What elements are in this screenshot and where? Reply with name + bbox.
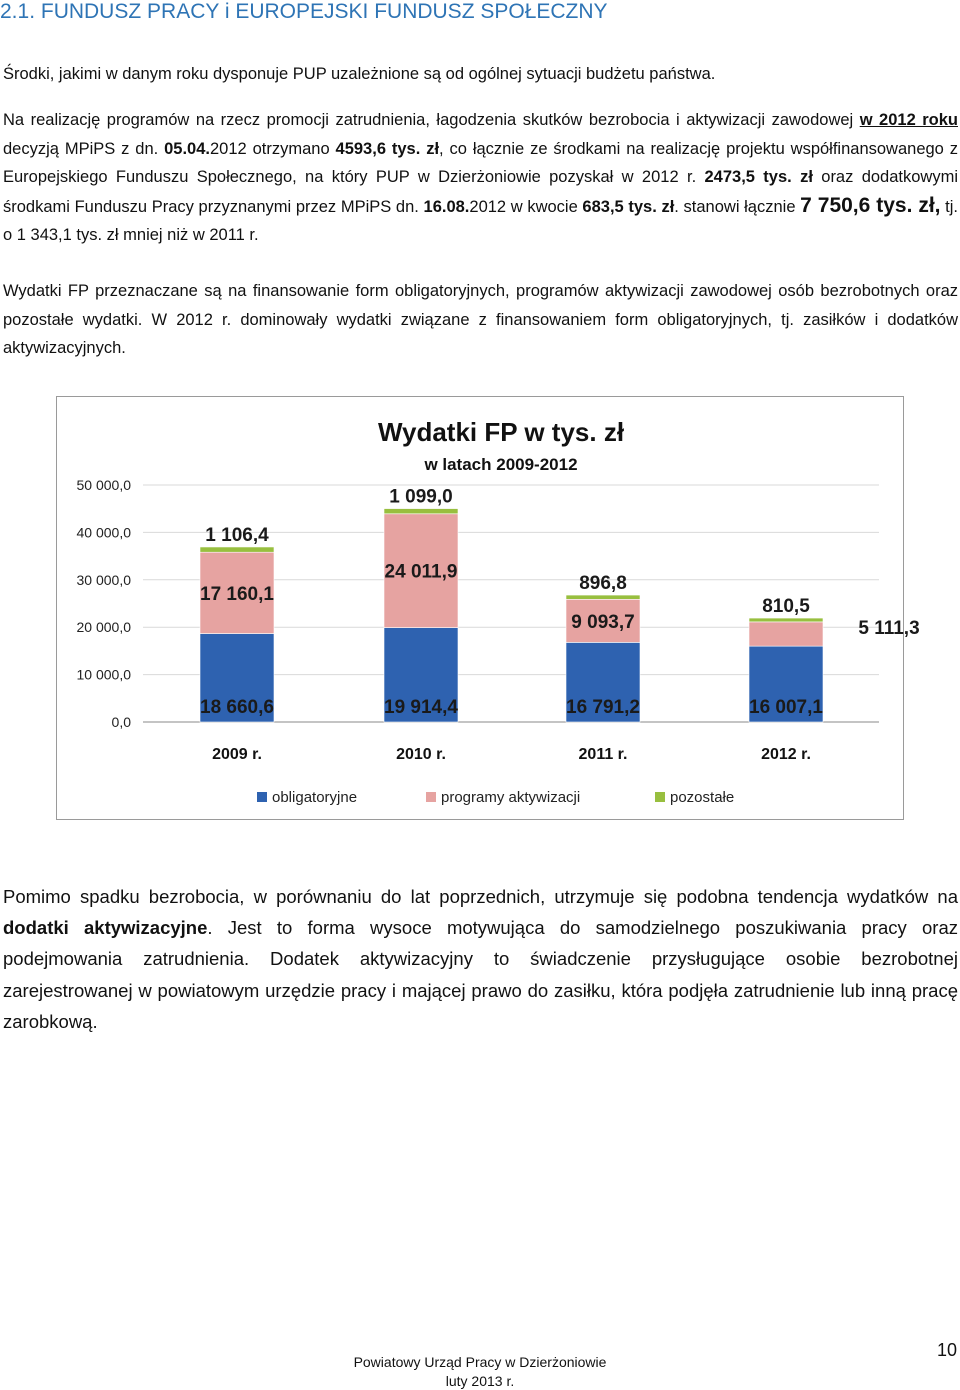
data-label: 896,8 xyxy=(579,573,627,595)
data-label: 1 099,0 xyxy=(389,486,453,508)
x-tick-label: 2012 r. xyxy=(761,746,811,763)
chart-subtitle: w latach 2009-2012 xyxy=(424,455,578,474)
bar-segment xyxy=(749,618,823,622)
legend-label: obligatoryjne xyxy=(272,789,358,806)
expenses-chart xyxy=(56,396,920,820)
paragraph-funding: Na realizację programów na rzecz promocji zatrudnienia, łagodzenia skutków bezrobocia i aktywizacji zawodowej w 2012 roku decyzją MPiPS z dn. 05.04.2012 otrzymano 4593,6 tys. zł, co łącznie ze środkami na realizację projektu współfinansowanego z Europejskiego Funduszu Społecznego, na który PUP w Dzierżoniowie pozyskał w 2012 r. 2473,5 tys. zł oraz dodatkowymi środkami Funduszu Pracy przyznanymi przez MPiPS dn. 16.08.2012 w kwocie 683,5 tys. zł. stanowi łącznie 7 750,6 tys. zł, tj. o 1 343,1 tys. zł mniej niż w 2011 r. xyxy=(3,111,959,245)
x-tick-label: 2011 r. xyxy=(578,746,628,763)
bar-segment xyxy=(566,595,640,599)
chart-canvas xyxy=(57,397,920,819)
data-label: 5 111,3 xyxy=(858,617,920,639)
section-heading: 2.1. FUNDUSZ PRACY i EUROPEJSKI FUNDUSZ SPOŁECZNY xyxy=(0,0,608,23)
x-tick-label: 2010 r. xyxy=(396,746,446,763)
chart-title: Wydatki FP w tys. zł xyxy=(377,417,625,447)
bar-segment xyxy=(384,509,458,514)
legend-swatch xyxy=(655,792,665,802)
data-label: 810,5 xyxy=(762,596,810,618)
footer-organization: Powiatowy Urząd Pracy w Dzierżoniowie xyxy=(353,1354,607,1370)
data-label: 1 106,4 xyxy=(205,524,269,546)
y-tick-label: 10 000,0 xyxy=(76,666,131,683)
y-tick-label: 30 000,0 xyxy=(76,571,131,588)
legend-swatch xyxy=(426,792,436,802)
data-label: 24 011,9 xyxy=(384,561,458,583)
footer-date: luty 2013 r. xyxy=(445,1373,515,1389)
bar-segment xyxy=(200,547,274,552)
data-label: 19 914,4 xyxy=(384,697,458,718)
data-label: 17 160,1 xyxy=(200,583,274,605)
legend-label: pozostałe xyxy=(670,789,735,806)
y-tick-label: 40 000,0 xyxy=(76,524,131,541)
data-label: 9 093,7 xyxy=(571,611,635,633)
data-label: 16 791,2 xyxy=(566,697,640,718)
paragraph-activation-bonus: Pomimo spadku bezrobocia, w porównaniu do lat poprzednich, utrzymuje się podobna tendencja wydatków na dodatki aktywizacyjne. Jest to forma wysoce motywująca do samodzielnego poszukiwania pracy oraz podejmowania zatrudnienia. Dodatek aktywizacyjny to świadczenie przysługujące osobie bezrobotnej zarejestrowanej w powiatowym urzędzie pracy i mającej prawo do zasiłku, która podjęła zatrudnienie lub inną pracę zarobkową. xyxy=(3,886,959,1032)
bar-segment xyxy=(749,622,823,646)
page-number: 10 xyxy=(936,1340,957,1360)
paragraph-budget: Środki, jakimi w danym roku dysponuje PUP uzależnione są od ogólnej sytuacji budżetu państwa. xyxy=(3,65,716,83)
y-tick-label: 20 000,0 xyxy=(76,619,131,636)
y-tick-label: 0,0 xyxy=(111,714,131,730)
data-label: 18 660,6 xyxy=(200,697,274,718)
y-tick-label: 50 000,0 xyxy=(76,477,131,493)
paragraph-expenses: Wydatki FP przeznaczane są na finansowanie form obligatoryjnych, programów aktywizacji zawodowej osób bezrobotnych oraz pozostałe wydatki. W 2012 r. dominowały wydatki związane z finansowaniem form obligatoryjnych, tj. zasiłków i dodatków aktywizacyjnych. xyxy=(3,282,958,358)
legend-label: programy aktywizacji xyxy=(441,789,581,806)
legend-swatch xyxy=(257,792,267,802)
x-tick-label: 2009 r. xyxy=(212,746,262,763)
data-label: 16 007,1 xyxy=(749,697,823,718)
